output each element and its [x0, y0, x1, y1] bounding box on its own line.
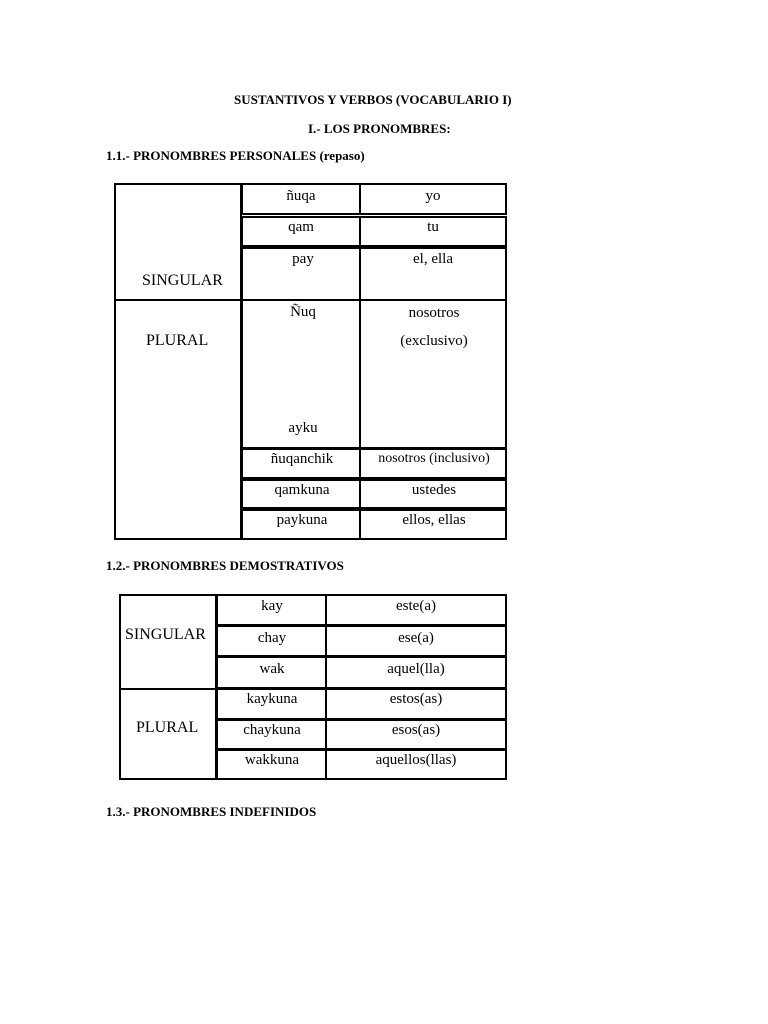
quechua-word: qam	[288, 219, 314, 235]
quechua-word: qamkuna	[274, 482, 330, 498]
plural-label: PLURAL	[146, 332, 209, 349]
spanish-word: ustedes	[411, 482, 457, 498]
quechua-word: pay	[292, 251, 314, 267]
spanish-word: esos(as)	[391, 722, 441, 738]
spanish-word: este(a)	[396, 598, 436, 614]
singular-label: SINGULAR	[142, 272, 223, 289]
quechua-word: ñuqa	[286, 188, 316, 204]
spanish-word: el, ella	[413, 251, 453, 267]
spanish-word: ese(a)	[398, 630, 434, 646]
plural-label: PLURAL	[136, 719, 199, 736]
spanish-word: tu	[427, 219, 439, 235]
quechua-word: ñuqanchik	[270, 451, 334, 467]
document-title: SUSTANTIVOS Y VERBOS (VOCABULARIO I)	[234, 92, 512, 107]
spanish-word: estos(as)	[389, 691, 443, 707]
section-heading: I.- LOS PRONOMBRES:	[308, 121, 451, 136]
quechua-word-part: ayku	[288, 420, 318, 436]
spanish-word: nosotros (inclusivo)	[378, 451, 490, 466]
quechua-word: wakkuna	[244, 752, 300, 768]
quechua-word: kaykuna	[246, 691, 298, 707]
spanish-word: yo	[425, 188, 441, 204]
spanish-word-line: (exclusivo)	[400, 333, 468, 349]
quechua-word: chaykuna	[243, 722, 301, 738]
subsection-personal-heading: 1.1.- PRONOMBRES PERSONALES (repaso)	[106, 148, 365, 163]
spanish-word: aquel(lla)	[387, 661, 445, 677]
quechua-word: chay	[257, 630, 287, 646]
subsection-indefinite-heading: 1.3.- PRONOMBRES INDEFINIDOS	[106, 804, 317, 819]
quechua-word: kay	[261, 598, 283, 614]
quechua-word: wak	[259, 661, 285, 677]
quechua-word-part: Ñuq	[290, 304, 316, 320]
spanish-word: aquellos(llas)	[375, 752, 457, 768]
subsection-demonstrative-heading: 1.2.- PRONOMBRES DEMOSTRATIVOS	[106, 558, 344, 573]
spanish-word-line: nosotros	[408, 305, 460, 321]
spanish-word: ellos, ellas	[402, 512, 466, 528]
quechua-word: paykuna	[276, 512, 328, 528]
singular-label: SINGULAR	[125, 626, 206, 643]
